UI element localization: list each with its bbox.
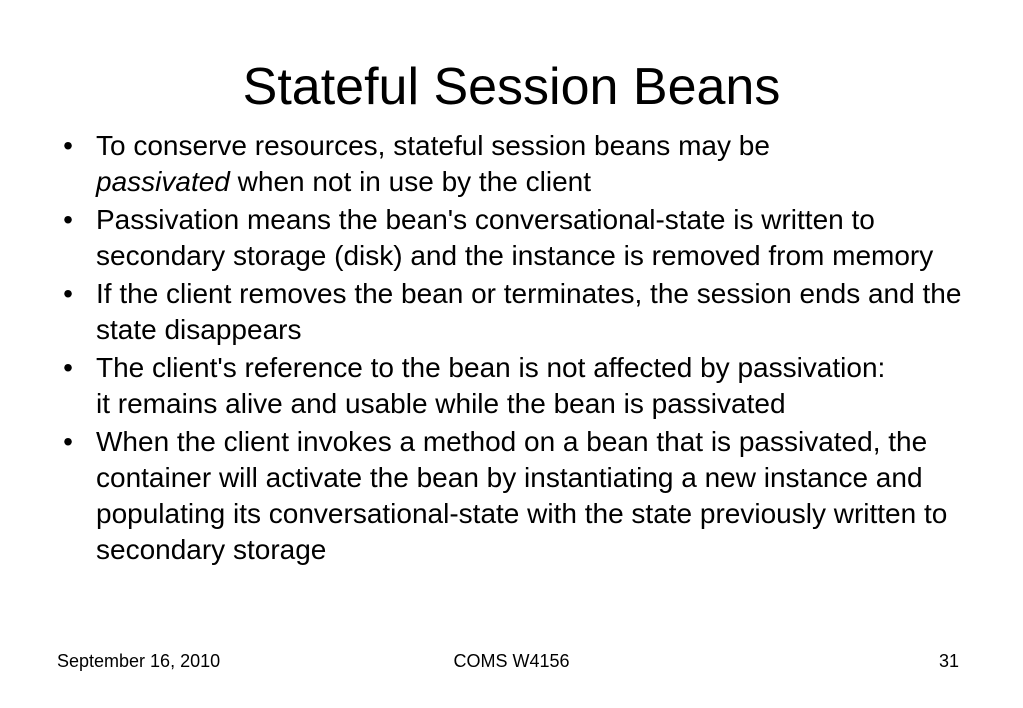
- bullet-text: When the client invokes a method on a bean that is passivated, the container will activate the bean by instantiating a new instance and populating its conversational-state with the state previously written to secondary storage: [96, 426, 948, 565]
- footer-course: COMS W4156: [453, 651, 570, 671]
- bullet-emphasis: passivated: [96, 166, 230, 197]
- bullet-text: Passivation means the bean's conversational-state is written to secondary storage (disk) and the instance is removed from memory: [96, 204, 934, 271]
- bullet-text: If the client removes the bean or terminates, the session ends and the state disappears: [96, 278, 962, 345]
- bullet-marker: •: [63, 426, 73, 457]
- bullet-marker: •: [63, 204, 73, 235]
- bullet-item: [63, 424, 971, 568]
- bullet-item: [63, 128, 876, 200]
- bullet-item: [63, 202, 966, 274]
- bullet-text: The client's reference to the bean is not affected by passivation: it remains alive and usable while the bean is passivated: [96, 352, 886, 419]
- bullet-marker: •: [63, 352, 73, 383]
- bullet-marker: •: [63, 278, 73, 309]
- footer-date: September 16, 2010: [57, 651, 221, 671]
- bullet-item: [63, 350, 896, 422]
- bullet-text: To conserve resources, stateful session beans may be: [96, 130, 770, 161]
- bullet-list: [63, 128, 976, 570]
- bullet-item: [63, 276, 966, 348]
- slide-title: Stateful Session Beans: [242, 58, 781, 116]
- bullet-text: when not in use by the client: [229, 166, 591, 197]
- footer-page-number: 31: [938, 651, 959, 671]
- bullet-marker: •: [63, 130, 73, 161]
